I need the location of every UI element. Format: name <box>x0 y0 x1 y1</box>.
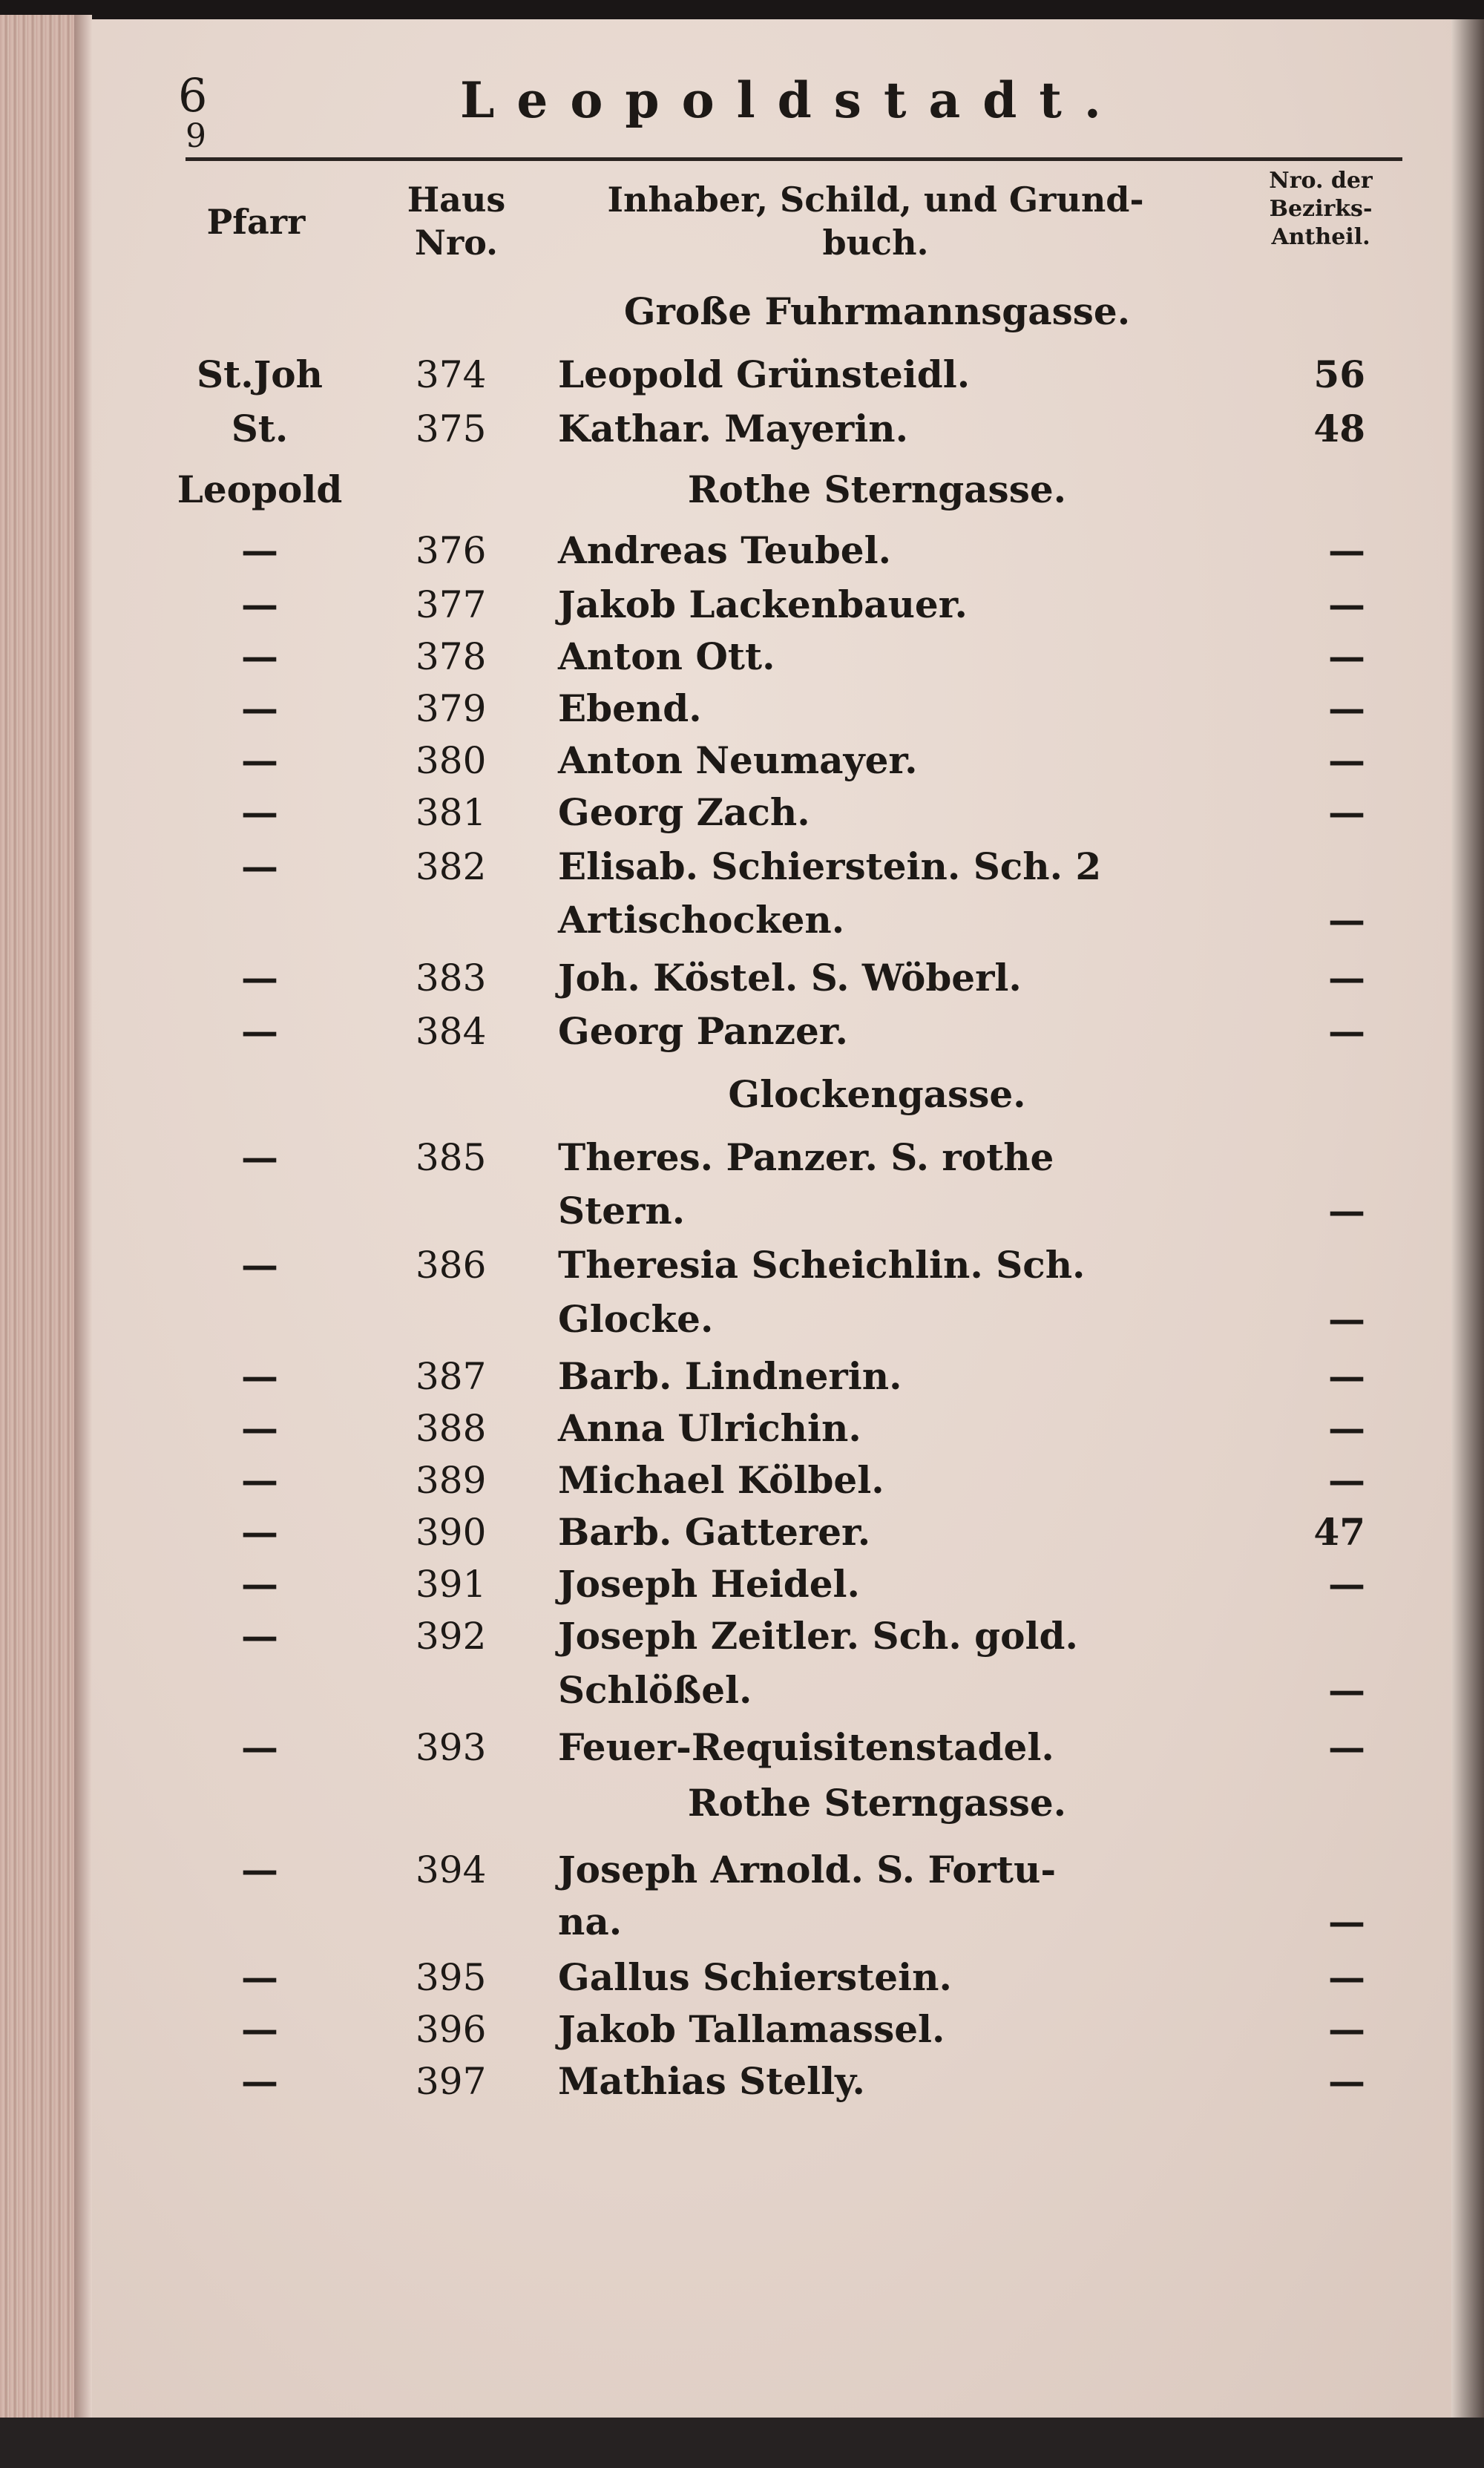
bezirk-number: — <box>1328 2007 1365 2051</box>
pfarr-cell: — <box>241 790 278 834</box>
pfarr-cell: — <box>241 1354 278 1398</box>
pfarr-cell: — <box>241 1406 278 1450</box>
bezirk-number: — <box>1328 956 1365 1000</box>
owner-name: Mathias Stelly. <box>558 2059 865 2103</box>
pfarr-cell: — <box>241 582 278 626</box>
bezirk-number: — <box>1328 790 1365 834</box>
house-number: 390 <box>416 1511 487 1554</box>
house-number: 391 <box>416 1563 487 1606</box>
pfarr-cell: St. <box>231 407 289 450</box>
pfarr-cell: — <box>241 634 278 678</box>
owner-name: Joseph Zeitler. Sch. gold. <box>558 1614 1078 1658</box>
bezirk-number: — <box>1328 1955 1365 1999</box>
owner-name: Leopold Grünsteidl. <box>558 352 971 396</box>
house-number: 388 <box>416 1407 487 1450</box>
pfarr-cell: St.Joh <box>197 352 323 396</box>
owner-name: Barb. Lindnerin. <box>558 1354 902 1398</box>
house-number: 374 <box>416 353 487 396</box>
owner-name: Michael Kölbel. <box>558 1458 884 1502</box>
house-number: 383 <box>416 956 487 1000</box>
bezirk-number: — <box>1328 634 1365 678</box>
owner-name: Jakob Lackenbauer. <box>558 582 968 626</box>
column-header-bezirks-antheil: Nro. der Bezirks-Antheil. <box>1269 168 1373 250</box>
pfarr-cell: — <box>241 1458 278 1502</box>
bezirk-number: — <box>1328 1297 1365 1341</box>
house-number: 393 <box>416 1726 487 1769</box>
house-number: 378 <box>416 635 487 678</box>
street-heading: Große Fuhrmannsgasse. <box>623 289 1131 333</box>
page-right-edge <box>1451 19 1484 2423</box>
pfarr-cell: — <box>241 956 278 1000</box>
page-number: 6 <box>178 68 208 122</box>
house-number: 375 <box>416 407 487 450</box>
pfarr-cell: — <box>241 1510 278 1554</box>
bezirk-number: — <box>1328 1562 1365 1606</box>
bezirk-number: — <box>1328 738 1365 782</box>
bezirk-number: — <box>1328 528 1365 572</box>
street-heading: Rothe Sterngasse. <box>687 1781 1067 1825</box>
header-rule <box>186 157 1402 161</box>
house-number: 381 <box>416 791 487 834</box>
column-header-inhaber: Inhaber, Schild, und Grund-buch. <box>607 180 1144 263</box>
bezirk-number: — <box>1328 1458 1365 1502</box>
bezirk-number: 48 <box>1313 407 1365 450</box>
owner-name: Anton Neumayer. <box>558 738 918 782</box>
pfarr-cell: — <box>241 528 278 572</box>
pfarr-cell: — <box>241 1135 278 1179</box>
pfarr-cell: — <box>241 2059 278 2103</box>
owner-name: Anton Ott. <box>558 634 775 678</box>
owner-name: Ebend. <box>558 686 702 730</box>
bezirk-number: — <box>1328 2059 1365 2103</box>
house-number: 379 <box>416 687 487 730</box>
owner-name-continued: Stern. <box>558 1189 686 1233</box>
house-number: 396 <box>416 2008 487 2051</box>
house-number: 380 <box>416 739 487 782</box>
pfarr-cell: — <box>241 1955 278 1999</box>
bezirk-number: — <box>1328 898 1365 942</box>
house-number: 397 <box>416 2060 487 2103</box>
bezirk-number: 56 <box>1313 352 1365 396</box>
pfarr-cell: — <box>241 686 278 730</box>
house-number: 387 <box>416 1355 487 1398</box>
bezirk-number: 47 <box>1313 1510 1365 1554</box>
bezirk-number: — <box>1328 1354 1365 1398</box>
bezirk-number: — <box>1328 1900 1365 1943</box>
bezirk-number: — <box>1328 1009 1365 1053</box>
street-heading: Glockengasse. <box>728 1072 1026 1116</box>
owner-name: Theres. Panzer. S. rothe <box>558 1135 1054 1179</box>
owner-name: Georg Zach. <box>558 790 810 834</box>
street-heading: Rothe Sterngasse. <box>687 467 1067 511</box>
pfarr-cell: — <box>241 1614 278 1658</box>
pfarr-cell: Leopold <box>177 467 343 511</box>
pfarr-cell: — <box>241 1562 278 1606</box>
scan-bottom-border <box>0 2418 1484 2468</box>
owner-name-continued: Schlößel. <box>558 1668 752 1712</box>
pfarr-cell: — <box>241 1848 278 1891</box>
house-number: 376 <box>416 529 487 572</box>
bezirk-number: — <box>1328 686 1365 730</box>
bezirk-number: — <box>1328 1725 1365 1769</box>
pfarr-cell: — <box>241 1725 278 1769</box>
house-number: 382 <box>416 845 487 888</box>
bezirk-number: — <box>1328 1406 1365 1450</box>
owner-name: Feuer-Requisitenstadel. <box>558 1725 1054 1769</box>
house-number: 389 <box>416 1459 487 1502</box>
owner-name: Joseph Heidel. <box>558 1562 860 1606</box>
page-number-secondary: 9 <box>186 117 206 155</box>
owner-name: Anna Ulrichin. <box>558 1406 861 1450</box>
bezirk-number: — <box>1328 1189 1365 1233</box>
house-number: 384 <box>416 1010 487 1053</box>
owner-name: Joh. Köstel. S. Wöberl. <box>558 956 1022 1000</box>
owner-name-continued: Glocke. <box>558 1297 714 1341</box>
gutter-shadow <box>74 15 92 2426</box>
pfarr-cell: — <box>241 2007 278 2051</box>
house-number: 385 <box>416 1136 487 1179</box>
bezirk-number: — <box>1328 1668 1365 1712</box>
pfarr-cell: — <box>241 1009 278 1053</box>
owner-name: Theresia Scheichlin. Sch. <box>558 1243 1086 1287</box>
house-number: 392 <box>416 1615 487 1658</box>
owner-name: Georg Panzer. <box>558 1009 848 1053</box>
owner-name-continued: Artischocken. <box>558 898 845 942</box>
house-number: 394 <box>416 1848 487 1891</box>
column-header-pfarr: Pfarr <box>206 202 306 242</box>
owner-name: Gallus Schierstein. <box>558 1955 952 1999</box>
column-header-haus-nro: Haus Nro. <box>407 180 506 263</box>
house-number: 377 <box>416 583 487 626</box>
owner-name-continued: na. <box>558 1900 623 1943</box>
owner-name: Joseph Arnold. S. Fortu- <box>558 1848 1057 1891</box>
house-number: 386 <box>416 1244 487 1287</box>
running-head: Leopoldstadt. <box>460 71 1123 129</box>
owner-name: Jakob Tallamassel. <box>558 2007 945 2051</box>
pfarr-cell: — <box>241 738 278 782</box>
pfarr-cell: — <box>241 844 278 888</box>
pfarr-cell: — <box>241 1243 278 1287</box>
owner-name: Andreas Teubel. <box>558 528 892 572</box>
owner-name: Barb. Gatterer. <box>558 1510 871 1554</box>
house-number: 395 <box>416 1956 487 1999</box>
bezirk-number: — <box>1328 582 1365 626</box>
owner-name: Elisab. Schierstein. Sch. 2 <box>558 844 1102 888</box>
book-spine-edge <box>0 15 74 2426</box>
owner-name: Kathar. Mayerin. <box>558 407 908 450</box>
